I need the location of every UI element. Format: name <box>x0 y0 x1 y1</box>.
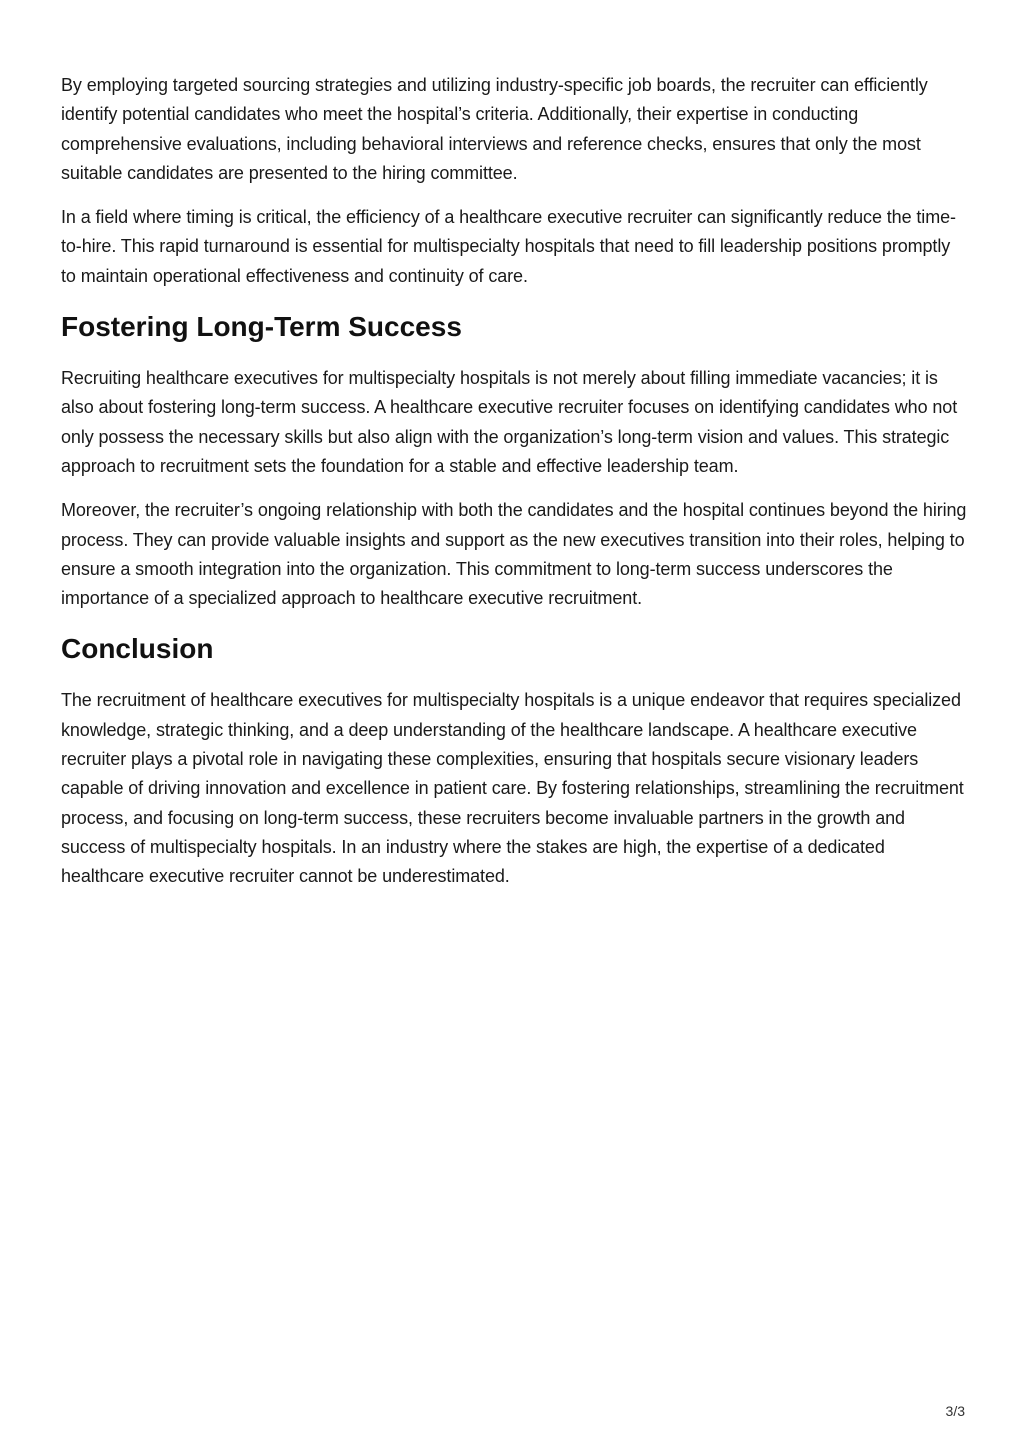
page-number: 3/3 <box>945 1403 965 1419</box>
body-paragraph: Recruiting healthcare executives for multispecialty hospitals is not merely about filling immediate vacancies; it is also about fostering long-term success. A healthcare executive recruiter focuses on identifying candidates who not only possess the necessary skills but also align with the organization’s long-term vision and values. This strategic approach to recruitment sets the foundation for a stable and effective leadership team. <box>61 368 958 476</box>
body-paragraph: By employing targeted sourcing strategies and utilizing industry-specific job boards, the recruiter can efficiently identify potential candidates who meet the hospital’s criteria. Additionally, their expertise in conducting comprehensive evaluations, including behavioral interviews and reference checks, ensures that only the most suitable candidates are presented to the hiring committee. <box>61 75 928 183</box>
section-heading-conclusion: Conclusion <box>61 633 214 665</box>
body-paragraph: Moreover, the recruiter’s ongoing relationship with both the candidates and the hospital continues beyond the hiring process. They can provide valuable insights and support as the new executives transition into their roles, helping to ensure a smooth integration into the organization. This commitment to long-term success underscores the importance of a specialized approach to healthcare executive recruitment. <box>61 500 967 609</box>
document-page <box>61 71 967 907</box>
section-heading-fostering-long-term-success: Fostering Long-Term Success <box>61 311 462 343</box>
body-paragraph: In a field where timing is critical, the efficiency of a healthcare executive recruiter can significantly reduce the time-to-hire. This rapid turnaround is essential for multispecialty hospitals that need to fill leadership positions promptly to maintain operational effectiveness and continuity of care. <box>61 207 956 286</box>
body-paragraph: The recruitment of healthcare executives for multispecialty hospitals is a unique endeavor that requires specialized knowledge, strategic thinking, and a deep understanding of the healthcare landscape. A healthcare executive recruiter plays a pivotal role in navigating these complexities, ensuring that hospitals secure visionary leaders capable of driving innovation and excellence in patient care. By fostering relationships, streamlining the recruitment process, and focusing on long-term success, these recruiters become invaluable partners in the growth and success of multispecialty hospitals. In an industry where the stakes are high, the expertise of a dedicated healthcare executive recruiter cannot be underestimated. <box>61 690 964 887</box>
